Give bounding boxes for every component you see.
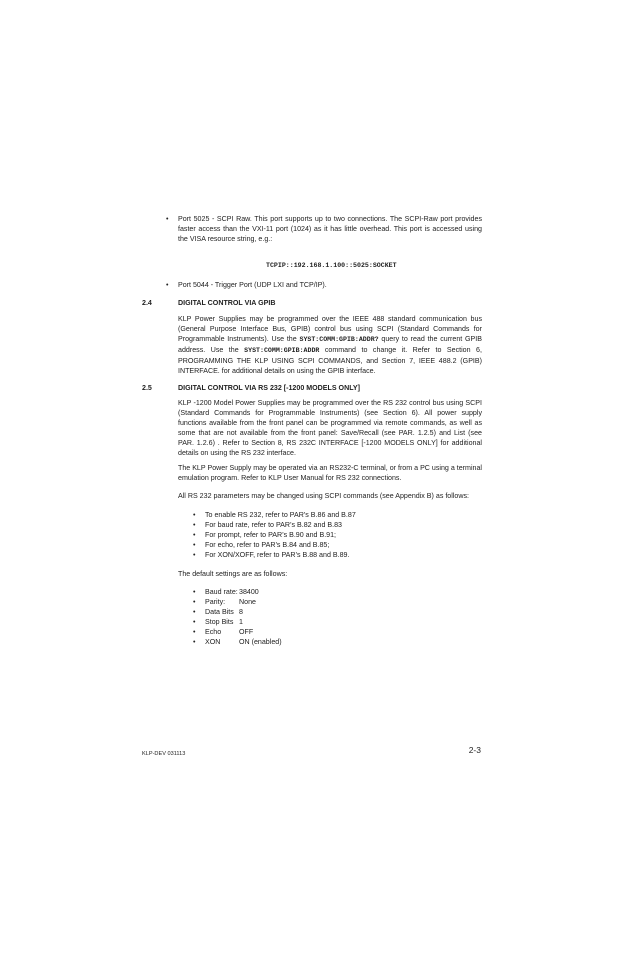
list-item: • Stop Bits 1 (193, 618, 243, 626)
bullet-dot: • (193, 551, 196, 559)
port-5025-text: Port 5025 - SCPI Raw. This port supports up to two connections. The SCPI-Raw port provides faster access than the VXI-11 port (1024) as it has little overhead. This port is accessed using the VISA resource string, e.g.: (178, 215, 482, 243)
section-2-4-number: 2.4 (142, 299, 152, 307)
s24-text-1: KLP Power Supplies may be programmed over the IEEE 488 standard communication bus (General Purpose Interface Bus, GPIB) control bus using SCPI (Standard Commands for Programmable Instruments). Use the (178, 315, 482, 343)
list-item: • For echo, refer to PAR’s B.84 and B.85; (193, 541, 330, 549)
section-2-5-paragraph-3: All RS 232 parameters may be changed using SCPI commands (see Appendix B) as follows: (178, 492, 469, 500)
list-item: • Echo OFF (193, 628, 254, 636)
section-2-5-paragraph-1: KLP -1200 Model Power Supplies may be programmed over the RS 232 control bus using SCPI (Standard Commands for Programmable Instruments) (see Section 6). All power supply functions available from the front panel can be programmed via remote commands, as well as some that are not available from the front panel: Save/Recall (see PAR. 1.2.5) and List (see PAR. 1.2.6) . Refer to Section 8, RS 232C INTERFACE [-1200 MODELS ONLY] for additional details on using the RS 232 interface. (178, 399, 482, 457)
section-2-5-number: 2.5 (142, 384, 152, 392)
bullet-port-5044 (166, 280, 482, 290)
bullet-dot: • (193, 531, 196, 539)
bullet-dot: • (193, 598, 196, 606)
list-item: • For prompt, refer to PAR’s B.90 and B.91; (193, 531, 337, 539)
page-number: 2-3 (468, 745, 481, 755)
list-item: • For XON/XOFF, refer to PAR’s B.88 and B.89. (193, 551, 350, 559)
bullet-dot: • (193, 521, 196, 529)
section-2-4-paragraph (178, 314, 482, 376)
list-item: • Parity: None (193, 598, 256, 606)
bullet-port-5025 (166, 214, 482, 244)
section-2-5-paragraph-2: The KLP Power Supply may be operated via an RS232-C terminal, or from a PC using a terminal emulation program. Refer to KLP User Manual for RS 232 connections. (178, 464, 482, 482)
section-2-5-paragraph-4: The default settings are as follows: (178, 570, 288, 578)
bullet-dot: • (166, 281, 169, 289)
bullet-dot: • (193, 638, 196, 646)
list-item: • Data Bits 8 (193, 608, 243, 616)
bullet-dot: • (166, 215, 169, 223)
s24-text-2: query to read the current GPIB address. Use the (178, 335, 482, 354)
gpib-addr-command: SYST:COMM:GPIB:ADDR (244, 347, 320, 354)
gpib-addr-query: SYST:COMM:GPIB:ADDR? (299, 336, 379, 343)
footer-doc-id: KLP-DEV 031113 (142, 751, 186, 757)
bullet-dot: • (193, 608, 196, 616)
list-item: • For baud rate, refer to PAR’s B.82 and B.83 (193, 521, 342, 529)
list-item: • XON ON (enabled) (193, 638, 282, 646)
rs232-reference-list (193, 510, 483, 560)
section-2-4-title: DIGITAL CONTROL VIA GPIB (178, 299, 276, 307)
list-item: • Baud rate:38400 (193, 588, 259, 596)
port-5044-text: Port 5044 - Trigger Port (UDP LXI and TCP/IP). (178, 281, 327, 289)
bullet-dot: • (193, 618, 196, 626)
section-2-5-title: DIGITAL CONTROL VIA RS 232 [-1200 MODELS ONLY] (178, 384, 360, 392)
bullet-dot: • (193, 541, 196, 549)
bullet-dot: • (193, 588, 196, 596)
list-item: • To enable RS 232, refer to PAR’s B.86 and B.87 (193, 511, 356, 519)
resource-string: TCPIP::192.168.1.100::5025:SOCKET (266, 262, 397, 269)
default-settings-list (193, 587, 483, 647)
bullet-dot: • (193, 511, 196, 519)
bullet-dot: • (193, 628, 196, 636)
s24-text-3: command to change it. Refer to Section 6, PROGRAMMING THE KLP USING SCPI COMMANDS, and Section 7, IEEE 488.2 (GPIB) INTERFACE. for additional details on using the GPIB interface. (178, 346, 482, 375)
